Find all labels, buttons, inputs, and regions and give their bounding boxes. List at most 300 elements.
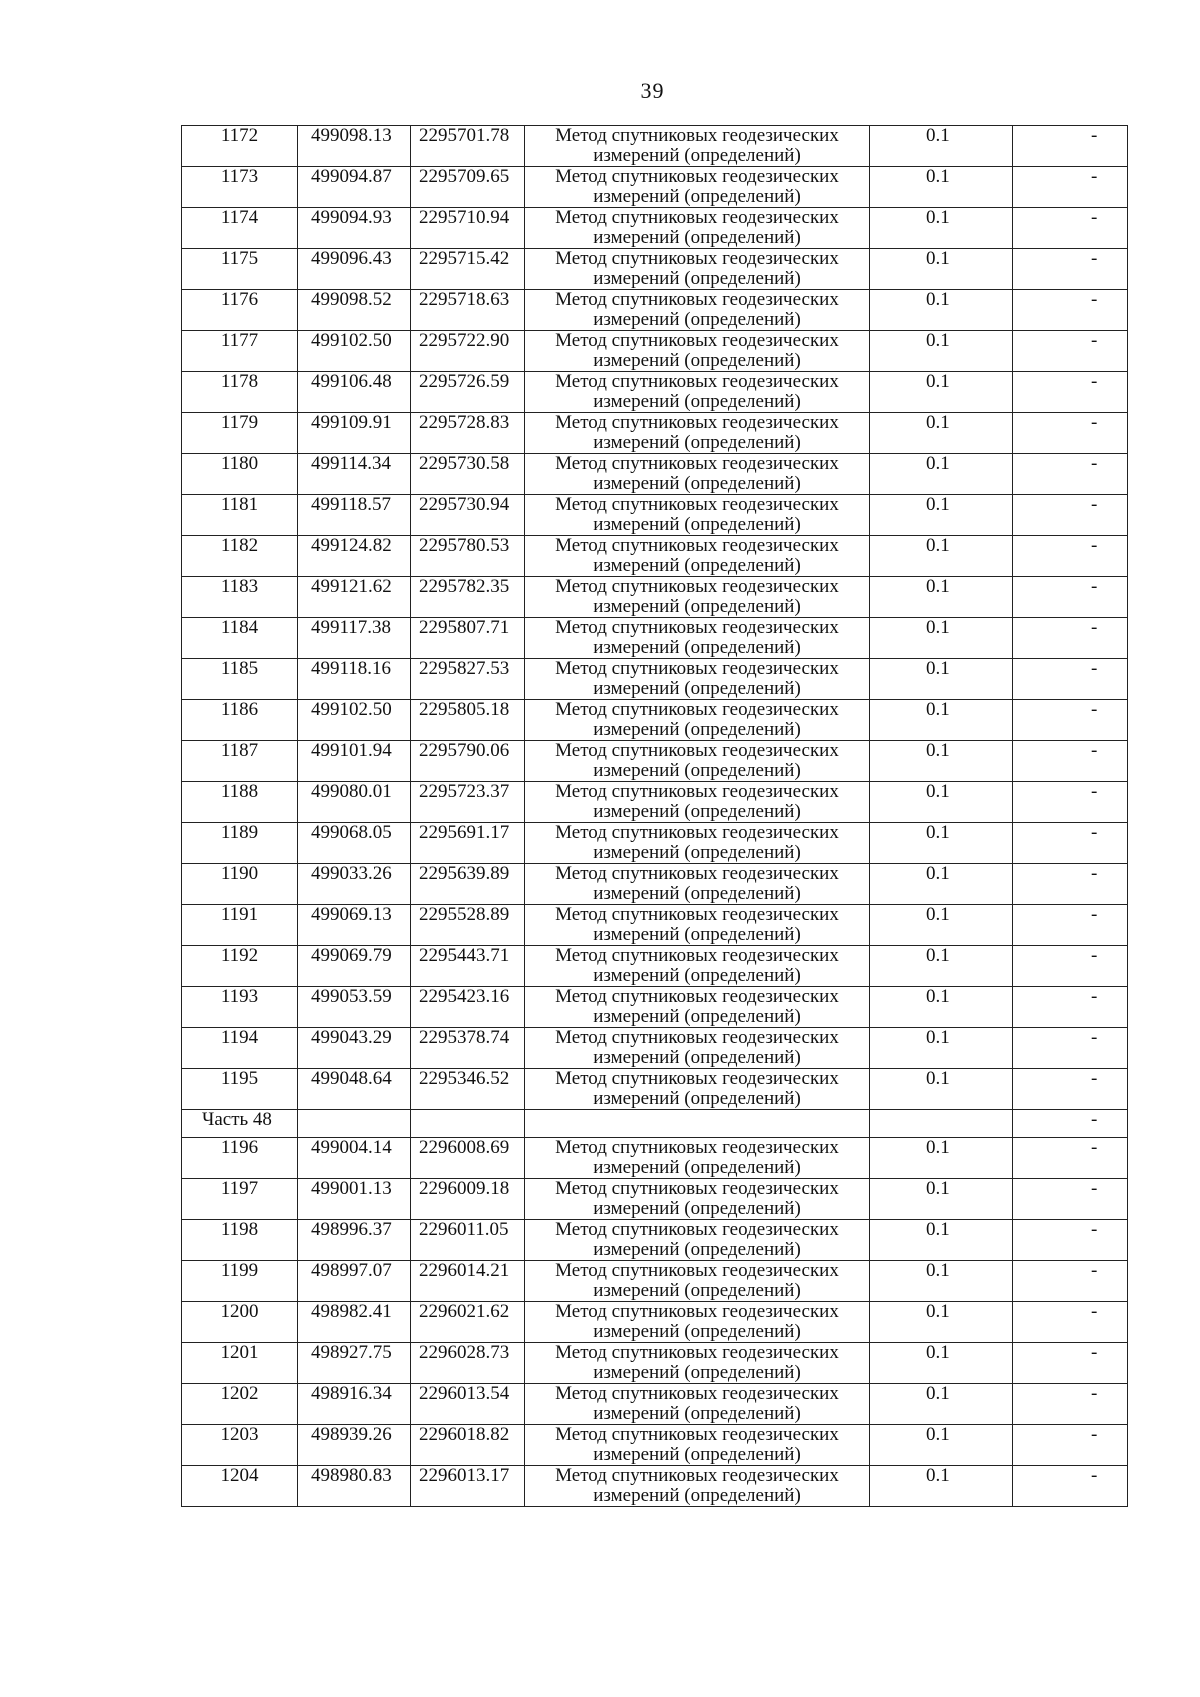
method-line-1: Метод спутниковых геодезических	[555, 248, 839, 269]
method-cell	[525, 372, 870, 413]
y-coordinate-cell: 2295827.53	[411, 659, 525, 700]
method-line-2: измерений (определений)	[593, 1047, 801, 1068]
page-number: 39	[640, 78, 665, 103]
point-number-cell: 1197	[182, 1179, 298, 1220]
method-line-2: измерений (определений)	[593, 719, 801, 740]
method-line-1: Метод спутниковых геодезических	[555, 330, 839, 351]
method-cell	[525, 1220, 870, 1261]
accuracy-cell: 0.1	[870, 1302, 1013, 1343]
table-row	[182, 126, 1128, 167]
method-line-2: измерений (определений)	[593, 227, 801, 248]
x-coordinate-cell: 499001.13	[298, 1179, 411, 1220]
x-coordinate-cell: 499118.16	[298, 659, 411, 700]
y-coordinate-cell: 2296011.05	[411, 1220, 525, 1261]
method-line-1: Метод спутниковых геодезических	[555, 617, 839, 638]
method-cell	[525, 495, 870, 536]
point-number-cell: 1199	[182, 1261, 298, 1302]
accuracy-cell: 0.1	[870, 1384, 1013, 1425]
method-line-2: измерений (определений)	[593, 842, 801, 863]
x-coordinate-cell: 498916.34	[298, 1384, 411, 1425]
method-line-1: Метод спутниковых геодезических	[555, 453, 839, 474]
method-line-2: измерений (определений)	[593, 1157, 801, 1178]
y-coordinate-cell: 2295346.52	[411, 1069, 525, 1110]
point-number-cell: 1204	[182, 1466, 298, 1507]
section-label: Часть 48	[182, 1110, 298, 1138]
method-cell	[525, 208, 870, 249]
y-coordinate-cell: 2295691.17	[411, 823, 525, 864]
y-coordinate-cell: 2295709.65	[411, 167, 525, 208]
y-coordinate-cell: 2295790.06	[411, 741, 525, 782]
point-number-cell: 1189	[182, 823, 298, 864]
method-cell	[525, 823, 870, 864]
x-coordinate-cell: 498939.26	[298, 1425, 411, 1466]
method-line-2: измерений (определений)	[593, 1239, 801, 1260]
note-cell: -	[1013, 618, 1128, 659]
table-row	[182, 741, 1128, 782]
table-row	[182, 536, 1128, 577]
method-line-2: измерений (определений)	[593, 186, 801, 207]
method-line-2: измерений (определений)	[593, 924, 801, 945]
point-number-cell: 1174	[182, 208, 298, 249]
table-row	[182, 208, 1128, 249]
accuracy-cell: 0.1	[870, 208, 1013, 249]
point-number-cell: 1187	[182, 741, 298, 782]
method-line-1: Метод спутниковых геодезических	[555, 535, 839, 556]
accuracy-cell: 0.1	[870, 577, 1013, 618]
point-number-cell: 1202	[182, 1384, 298, 1425]
note-cell: -	[1013, 1069, 1128, 1110]
method-line-2: измерений (определений)	[593, 1321, 801, 1342]
method-cell	[525, 290, 870, 331]
point-number-cell: 1191	[182, 905, 298, 946]
method-line-2: измерений (определений)	[593, 1403, 801, 1424]
y-coordinate-cell: 2295782.35	[411, 577, 525, 618]
accuracy-cell: 0.1	[870, 454, 1013, 495]
method-line-1: Метод спутниковых геодезических	[555, 125, 839, 146]
point-number-cell: 1195	[182, 1069, 298, 1110]
table-row	[182, 1384, 1128, 1425]
accuracy-cell: 0.1	[870, 249, 1013, 290]
table-row	[182, 413, 1128, 454]
accuracy-cell: 0.1	[870, 659, 1013, 700]
x-coordinate-cell: 499080.01	[298, 782, 411, 823]
table-row	[182, 495, 1128, 536]
y-coordinate-cell: 2296013.17	[411, 1466, 525, 1507]
method-cell	[525, 1179, 870, 1220]
table-row	[182, 249, 1128, 290]
method-line-1: Метод спутниковых геодезических	[555, 904, 839, 925]
table-row	[182, 700, 1128, 741]
accuracy-cell: 0.1	[870, 126, 1013, 167]
table-row	[182, 1069, 1128, 1110]
y-coordinate-cell: 2295730.58	[411, 454, 525, 495]
y-coordinate-cell: 2296018.82	[411, 1425, 525, 1466]
method-line-1: Метод спутниковых геодезических	[555, 1301, 839, 1322]
method-line-2: измерений (определений)	[593, 514, 801, 535]
x-coordinate-cell: 499096.43	[298, 249, 411, 290]
table-row	[182, 987, 1128, 1028]
x-coordinate-cell: 498997.07	[298, 1261, 411, 1302]
accuracy-cell: 0.1	[870, 1261, 1013, 1302]
method-line-1: Метод спутниковых геодезических	[555, 1342, 839, 1363]
x-coordinate-cell: 499102.50	[298, 331, 411, 372]
method-line-1: Метод спутниковых геодезических	[555, 1260, 839, 1281]
y-coordinate-cell: 2295639.89	[411, 864, 525, 905]
method-line-1: Метод спутниковых геодезических	[555, 412, 839, 433]
empty-cell	[525, 1110, 870, 1138]
method-line-1: Метод спутниковых геодезических	[555, 863, 839, 884]
coordinates-table	[181, 125, 1128, 1507]
note-cell: -	[1013, 536, 1128, 577]
method-cell	[525, 659, 870, 700]
x-coordinate-cell: 499109.91	[298, 413, 411, 454]
accuracy-cell: 0.1	[870, 905, 1013, 946]
method-line-2: измерений (определений)	[593, 678, 801, 699]
x-coordinate-cell: 499004.14	[298, 1138, 411, 1179]
method-line-1: Метод спутниковых геодезических	[555, 576, 839, 597]
section-row	[182, 1110, 1128, 1138]
method-cell	[525, 454, 870, 495]
accuracy-cell: 0.1	[870, 782, 1013, 823]
method-line-1: Метод спутниковых геодезических	[555, 1383, 839, 1404]
method-line-2: измерений (определений)	[593, 309, 801, 330]
point-number-cell: 1186	[182, 700, 298, 741]
method-cell	[525, 331, 870, 372]
accuracy-cell: 0.1	[870, 987, 1013, 1028]
table-row	[182, 618, 1128, 659]
method-cell	[525, 1384, 870, 1425]
point-number-cell: 1173	[182, 167, 298, 208]
accuracy-cell: 0.1	[870, 331, 1013, 372]
method-line-1: Метод спутниковых геодезических	[555, 1424, 839, 1445]
x-coordinate-cell: 499069.79	[298, 946, 411, 987]
accuracy-cell: 0.1	[870, 741, 1013, 782]
note-cell: -	[1013, 1302, 1128, 1343]
note-cell: -	[1013, 1138, 1128, 1179]
note-cell: -	[1013, 987, 1128, 1028]
method-line-2: измерений (определений)	[593, 760, 801, 781]
method-line-1: Метод спутниковых геодезических	[555, 371, 839, 392]
x-coordinate-cell: 499117.38	[298, 618, 411, 659]
method-line-1: Метод спутниковых геодезических	[555, 699, 839, 720]
note-cell: -	[1013, 1261, 1128, 1302]
point-number-cell: 1190	[182, 864, 298, 905]
point-number-cell: 1180	[182, 454, 298, 495]
method-line-2: измерений (определений)	[593, 555, 801, 576]
method-line-1: Метод спутниковых геодезических	[555, 1465, 839, 1486]
method-line-2: измерений (определений)	[593, 801, 801, 822]
method-line-2: измерений (определений)	[593, 1006, 801, 1027]
method-cell	[525, 577, 870, 618]
x-coordinate-cell: 498927.75	[298, 1343, 411, 1384]
method-line-2: измерений (определений)	[593, 350, 801, 371]
accuracy-cell: 0.1	[870, 1028, 1013, 1069]
method-cell	[525, 249, 870, 290]
note-cell: -	[1013, 577, 1128, 618]
point-number-cell: 1192	[182, 946, 298, 987]
point-number-cell: 1176	[182, 290, 298, 331]
method-line-2: измерений (определений)	[593, 965, 801, 986]
method-cell	[525, 1138, 870, 1179]
x-coordinate-cell: 499101.94	[298, 741, 411, 782]
method-cell	[525, 741, 870, 782]
x-coordinate-cell: 499114.34	[298, 454, 411, 495]
x-coordinate-cell: 499121.62	[298, 577, 411, 618]
y-coordinate-cell: 2295722.90	[411, 331, 525, 372]
note-cell: -	[1013, 659, 1128, 700]
accuracy-cell: 0.1	[870, 1466, 1013, 1507]
note-cell: -	[1013, 208, 1128, 249]
accuracy-cell: 0.1	[870, 700, 1013, 741]
method-cell	[525, 1069, 870, 1110]
method-cell	[525, 946, 870, 987]
method-line-2: измерений (определений)	[593, 637, 801, 658]
table-row	[182, 864, 1128, 905]
table-row	[182, 1138, 1128, 1179]
y-coordinate-cell: 2296028.73	[411, 1343, 525, 1384]
x-coordinate-cell: 499068.05	[298, 823, 411, 864]
method-line-1: Метод спутниковых геодезических	[555, 207, 839, 228]
method-cell	[525, 536, 870, 577]
point-number-cell: 1178	[182, 372, 298, 413]
method-cell	[525, 782, 870, 823]
method-cell	[525, 1466, 870, 1507]
x-coordinate-cell: 499102.50	[298, 700, 411, 741]
accuracy-cell: 0.1	[870, 372, 1013, 413]
y-coordinate-cell: 2295730.94	[411, 495, 525, 536]
note-cell: -	[1013, 372, 1128, 413]
method-line-1: Метод спутниковых геодезических	[555, 986, 839, 1007]
accuracy-cell: 0.1	[870, 1179, 1013, 1220]
method-line-1: Метод спутниковых геодезических	[555, 1178, 839, 1199]
accuracy-cell: 0.1	[870, 946, 1013, 987]
note-cell: -	[1013, 1220, 1128, 1261]
method-line-1: Метод спутниковых геодезических	[555, 1027, 839, 1048]
x-coordinate-cell: 499053.59	[298, 987, 411, 1028]
table-row	[182, 1261, 1128, 1302]
method-cell	[525, 987, 870, 1028]
note-cell: -	[1013, 1425, 1128, 1466]
table-row	[182, 167, 1128, 208]
method-cell	[525, 126, 870, 167]
x-coordinate-cell: 499098.52	[298, 290, 411, 331]
x-coordinate-cell: 499043.29	[298, 1028, 411, 1069]
x-coordinate-cell: 498996.37	[298, 1220, 411, 1261]
point-number-cell: 1188	[182, 782, 298, 823]
note-cell: -	[1013, 1028, 1128, 1069]
point-number-cell: 1179	[182, 413, 298, 454]
point-number-cell: 1177	[182, 331, 298, 372]
coordinates-table-body	[182, 126, 1128, 1507]
note-cell: -	[1013, 126, 1128, 167]
point-number-cell: 1172	[182, 126, 298, 167]
x-coordinate-cell: 498982.41	[298, 1302, 411, 1343]
table-row	[182, 659, 1128, 700]
method-line-1: Метод спутниковых геодезических	[555, 658, 839, 679]
method-line-1: Метод спутниковых геодезических	[555, 945, 839, 966]
x-coordinate-cell: 499094.93	[298, 208, 411, 249]
method-line-2: измерений (определений)	[593, 432, 801, 453]
point-number-cell: 1183	[182, 577, 298, 618]
method-line-2: измерений (определений)	[593, 1362, 801, 1383]
y-coordinate-cell: 2295726.59	[411, 372, 525, 413]
table-row	[182, 454, 1128, 495]
y-coordinate-cell: 2296013.54	[411, 1384, 525, 1425]
point-number-cell: 1198	[182, 1220, 298, 1261]
method-line-2: измерений (определений)	[593, 1444, 801, 1465]
note-cell: -	[1013, 495, 1128, 536]
point-number-cell: 1184	[182, 618, 298, 659]
table-row	[182, 290, 1128, 331]
y-coordinate-cell: 2295728.83	[411, 413, 525, 454]
point-number-cell: 1196	[182, 1138, 298, 1179]
accuracy-cell: 0.1	[870, 413, 1013, 454]
point-number-cell: 1201	[182, 1343, 298, 1384]
note-cell: -	[1013, 700, 1128, 741]
note-cell: -	[1013, 331, 1128, 372]
note-cell: -	[1013, 454, 1128, 495]
y-coordinate-cell: 2295528.89	[411, 905, 525, 946]
y-coordinate-cell: 2295780.53	[411, 536, 525, 577]
table-row	[182, 905, 1128, 946]
point-number-cell: 1194	[182, 1028, 298, 1069]
method-line-1: Метод спутниковых геодезических	[555, 289, 839, 310]
table-row	[182, 577, 1128, 618]
accuracy-cell: 0.1	[870, 1343, 1013, 1384]
x-coordinate-cell: 499094.87	[298, 167, 411, 208]
method-line-1: Метод спутниковых геодезических	[555, 1068, 839, 1089]
table-row	[182, 823, 1128, 864]
accuracy-cell: 0.1	[870, 1069, 1013, 1110]
empty-cell	[870, 1110, 1013, 1138]
method-line-1: Метод спутниковых геодезических	[555, 822, 839, 843]
y-coordinate-cell: 2296021.62	[411, 1302, 525, 1343]
y-coordinate-cell: 2295718.63	[411, 290, 525, 331]
method-line-1: Метод спутниковых геодезических	[555, 1137, 839, 1158]
empty-cell	[298, 1110, 411, 1138]
table-row	[182, 372, 1128, 413]
note-cell: -	[1013, 249, 1128, 290]
accuracy-cell: 0.1	[870, 536, 1013, 577]
x-coordinate-cell: 499048.64	[298, 1069, 411, 1110]
method-cell	[525, 1261, 870, 1302]
table-row	[182, 1343, 1128, 1384]
y-coordinate-cell: 2295443.71	[411, 946, 525, 987]
accuracy-cell: 0.1	[870, 1220, 1013, 1261]
table-row	[182, 1425, 1128, 1466]
x-coordinate-cell: 499033.26	[298, 864, 411, 905]
y-coordinate-cell: 2295701.78	[411, 126, 525, 167]
note-cell: -	[1013, 290, 1128, 331]
method-line-2: измерений (определений)	[593, 1485, 801, 1506]
y-coordinate-cell: 2295423.16	[411, 987, 525, 1028]
point-number-cell: 1203	[182, 1425, 298, 1466]
x-coordinate-cell: 499069.13	[298, 905, 411, 946]
accuracy-cell: 0.1	[870, 1425, 1013, 1466]
method-cell	[525, 167, 870, 208]
method-line-2: измерений (определений)	[593, 473, 801, 494]
y-coordinate-cell: 2296008.69	[411, 1138, 525, 1179]
x-coordinate-cell: 499118.57	[298, 495, 411, 536]
table-row	[182, 1220, 1128, 1261]
note-cell: -	[1013, 823, 1128, 864]
point-number-cell: 1200	[182, 1302, 298, 1343]
method-cell	[525, 618, 870, 659]
method-cell	[525, 1028, 870, 1069]
accuracy-cell: 0.1	[870, 864, 1013, 905]
note-cell: -	[1013, 167, 1128, 208]
table-row	[182, 1179, 1128, 1220]
method-line-2: измерений (определений)	[593, 883, 801, 904]
method-line-1: Метод спутниковых геодезических	[555, 1219, 839, 1240]
accuracy-cell: 0.1	[870, 495, 1013, 536]
table-row	[182, 1302, 1128, 1343]
method-line-1: Метод спутниковых геодезических	[555, 494, 839, 515]
method-line-2: измерений (определений)	[593, 1088, 801, 1109]
accuracy-cell: 0.1	[870, 167, 1013, 208]
point-number-cell: 1182	[182, 536, 298, 577]
method-line-2: измерений (определений)	[593, 145, 801, 166]
note-cell: -	[1013, 905, 1128, 946]
x-coordinate-cell: 499098.13	[298, 126, 411, 167]
y-coordinate-cell: 2295378.74	[411, 1028, 525, 1069]
y-coordinate-cell: 2295807.71	[411, 618, 525, 659]
method-cell	[525, 905, 870, 946]
note-cell: -	[1013, 864, 1128, 905]
method-line-2: измерений (определений)	[593, 1280, 801, 1301]
x-coordinate-cell: 499124.82	[298, 536, 411, 577]
method-line-2: измерений (определений)	[593, 1198, 801, 1219]
y-coordinate-cell: 2295805.18	[411, 700, 525, 741]
method-line-2: измерений (определений)	[593, 391, 801, 412]
method-cell	[525, 700, 870, 741]
y-coordinate-cell: 2296009.18	[411, 1179, 525, 1220]
accuracy-cell: 0.1	[870, 618, 1013, 659]
empty-cell	[411, 1110, 525, 1138]
y-coordinate-cell: 2295723.37	[411, 782, 525, 823]
y-coordinate-cell: 2295710.94	[411, 208, 525, 249]
accuracy-cell: 0.1	[870, 290, 1013, 331]
table-row	[182, 1466, 1128, 1507]
x-coordinate-cell: 498980.83	[298, 1466, 411, 1507]
note-cell: -	[1013, 1343, 1128, 1384]
method-line-1: Метод спутниковых геодезических	[555, 740, 839, 761]
accuracy-cell: 0.1	[870, 823, 1013, 864]
method-cell	[525, 1302, 870, 1343]
note-cell: -	[1013, 1110, 1128, 1138]
table-row	[182, 946, 1128, 987]
note-cell: -	[1013, 413, 1128, 454]
method-line-1: Метод спутниковых геодезических	[555, 166, 839, 187]
method-line-1: Метод спутниковых геодезических	[555, 781, 839, 802]
method-line-2: измерений (определений)	[593, 268, 801, 289]
point-number-cell: 1175	[182, 249, 298, 290]
note-cell: -	[1013, 1466, 1128, 1507]
point-number-cell: 1185	[182, 659, 298, 700]
table-row	[182, 331, 1128, 372]
method-cell	[525, 413, 870, 454]
y-coordinate-cell: 2296014.21	[411, 1261, 525, 1302]
note-cell: -	[1013, 741, 1128, 782]
point-number-cell: 1193	[182, 987, 298, 1028]
x-coordinate-cell: 499106.48	[298, 372, 411, 413]
y-coordinate-cell: 2295715.42	[411, 249, 525, 290]
table-row	[182, 782, 1128, 823]
note-cell: -	[1013, 782, 1128, 823]
note-cell: -	[1013, 946, 1128, 987]
method-cell	[525, 1425, 870, 1466]
note-cell: -	[1013, 1384, 1128, 1425]
